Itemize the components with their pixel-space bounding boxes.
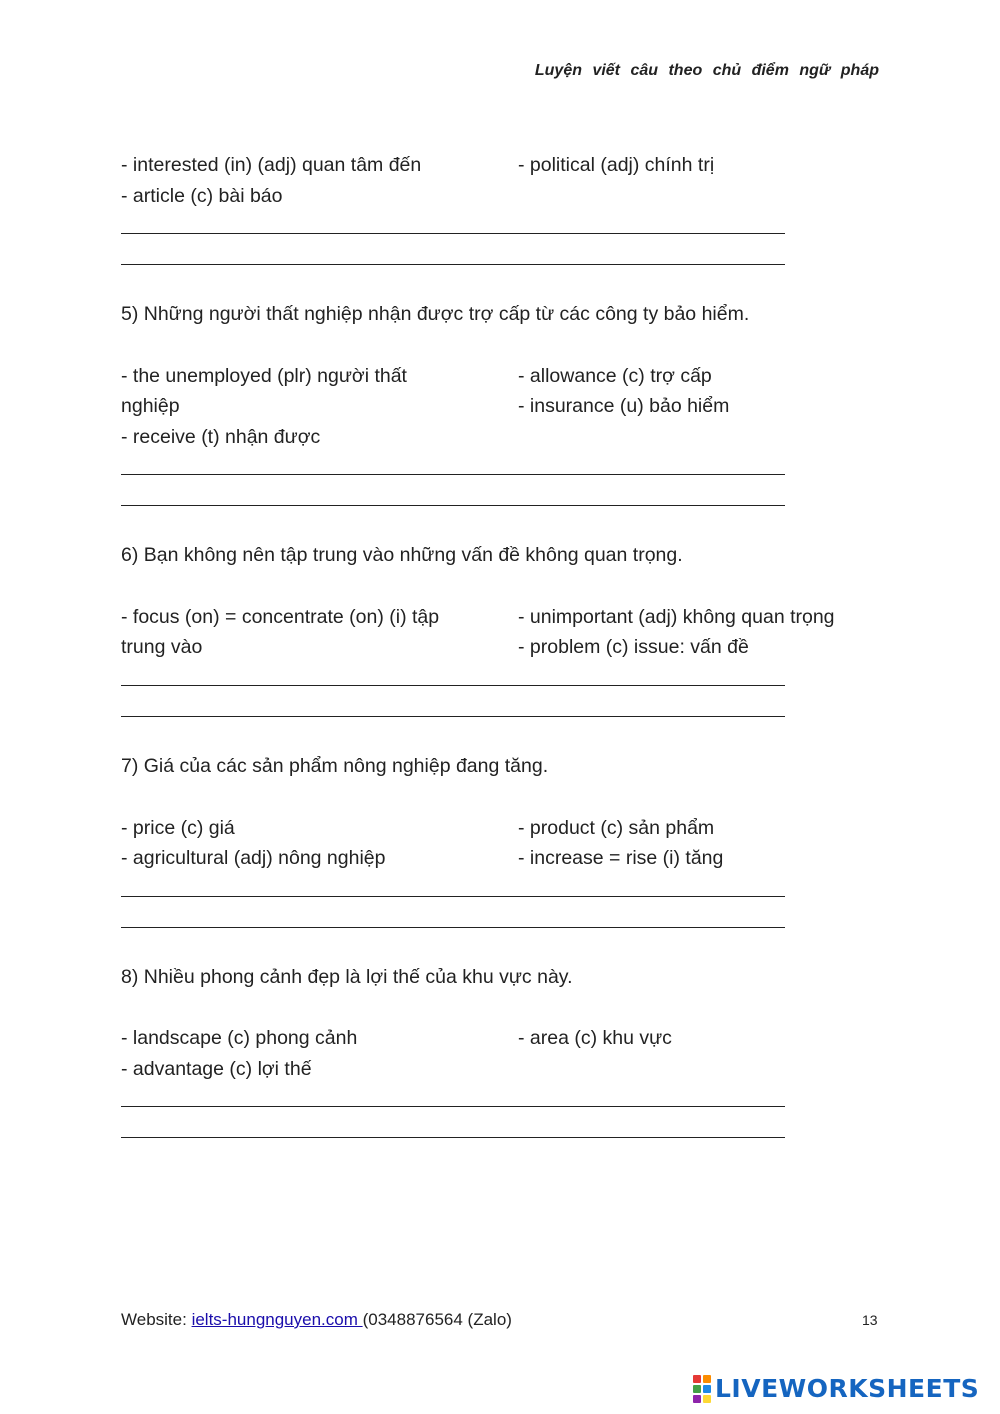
ex8-vocab-left-1: - landscape (c) phong cảnh: [121, 1027, 358, 1049]
liveworksheets-logo: [693, 1374, 979, 1403]
ex6-answer-line-2[interactable]: [121, 716, 785, 717]
logo-square: [693, 1395, 701, 1403]
ex4-answer-line-1[interactable]: [121, 233, 785, 234]
ex8-answer-line-2[interactable]: [121, 1137, 785, 1138]
ex5-answer-line-2[interactable]: [121, 505, 785, 506]
ex8-vocab-left-2: - advantage (c) lợi thế: [121, 1058, 312, 1080]
logo-square: [703, 1395, 711, 1403]
ex5-vocab-left-3: - receive (t) nhận được: [121, 426, 321, 448]
page-header-title: Luyện viết câu theo chủ điểm ngữ pháp: [534, 62, 879, 79]
ex4-vocab-left-2: - article (c) bài báo: [121, 185, 283, 207]
logo-square: [693, 1385, 701, 1393]
ex7-answer-line-1[interactable]: [121, 896, 785, 897]
ex5-vocab-left-2: nghiệp: [121, 395, 180, 417]
page-number: 13: [862, 1312, 878, 1328]
logo-square: [693, 1375, 701, 1383]
ex5-prompt: 5) Những người thất nghiệp nhận được trợ cấp từ các công ty bảo hiểm.: [121, 303, 750, 325]
ex6-vocab-left-1: - focus (on) = concentrate (on) (i) tập: [121, 606, 440, 628]
ex5-answer-line-1[interactable]: [121, 474, 785, 475]
ex6-vocab-left-2: trung vào: [121, 636, 203, 658]
ex6-vocab-right-1: - unimportant (adj) không quan trọng: [518, 606, 835, 628]
footer-website-label: Website:: [121, 1310, 192, 1329]
ex6-prompt: 6) Bạn không nên tập trung vào những vấn đề không quan trọng.: [121, 544, 683, 566]
footer: [121, 1310, 512, 1330]
liveworksheets-wordmark: LIVEWORKSHEETS: [715, 1374, 980, 1403]
ex7-vocab-left-1: - price (c) giá: [121, 817, 235, 839]
ex5-vocab-right-2: - insurance (u) bảo hiểm: [518, 395, 730, 417]
ex4-vocab-left-1: - interested (in) (adj) quan tâm đến: [121, 154, 422, 176]
footer-contact: (0348876564 (Zalo): [362, 1310, 512, 1329]
ex7-prompt: 7) Giá của các sản phẩm nông nghiệp đang tăng.: [121, 755, 549, 777]
liveworksheets-grid-icon: [693, 1375, 711, 1403]
logo-square: [703, 1385, 711, 1393]
ex6-vocab-right-2: - problem (c) issue: vấn đề: [518, 636, 749, 658]
ex7-vocab-left-2: - agricultural (adj) nông nghiệp: [121, 847, 386, 869]
ex4-vocab-right-1: - political (adj) chính trị: [518, 154, 715, 176]
ex8-prompt: 8) Nhiều phong cảnh đẹp là lợi thế của khu vực này.: [121, 966, 573, 988]
ex4-answer-line-2[interactable]: [121, 264, 785, 265]
logo-square: [703, 1375, 711, 1383]
ex7-vocab-right-1: - product (c) sản phẩm: [518, 817, 715, 839]
ex8-vocab-right-1: - area (c) khu vực: [518, 1027, 672, 1049]
ex8-answer-line-1[interactable]: [121, 1106, 785, 1107]
ex5-vocab-left-1: - the unemployed (plr) người thất: [121, 365, 407, 387]
ex7-vocab-right-2: - increase = rise (i) tăng: [518, 847, 724, 869]
ex7-answer-line-2[interactable]: [121, 927, 785, 928]
ex6-answer-line-1[interactable]: [121, 685, 785, 686]
footer-website-link[interactable]: ielts-hungnguyen.com: [191, 1310, 363, 1329]
ex5-vocab-right-1: - allowance (c) trợ cấp: [518, 365, 712, 387]
